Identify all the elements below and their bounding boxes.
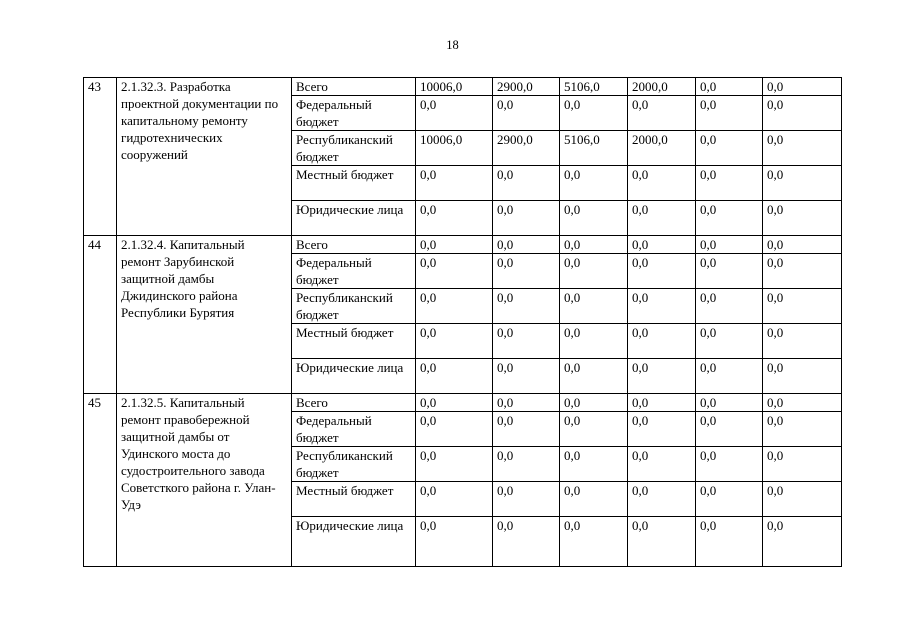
funding-source: Юридические лица: [292, 359, 416, 394]
value-cell: 0,0: [763, 131, 842, 166]
value-cell: 0,0: [493, 412, 560, 447]
value-cell: 0,0: [763, 254, 842, 289]
value-cell: 0,0: [628, 324, 696, 359]
value-cell: 2000,0: [628, 131, 696, 166]
budget-table: [83, 77, 842, 567]
funding-source: Местный бюджет: [292, 166, 416, 201]
table-row: [84, 394, 842, 412]
value-cell: 0,0: [560, 447, 628, 482]
value-cell: 0,0: [493, 166, 560, 201]
value-cell: 0,0: [763, 482, 842, 517]
value-cell: 0,0: [416, 254, 493, 289]
value-cell: 0,0: [493, 482, 560, 517]
value-cell: 0,0: [493, 96, 560, 131]
value-cell: 5106,0: [560, 78, 628, 96]
value-cell: 0,0: [763, 166, 842, 201]
value-cell: 0,0: [696, 201, 763, 236]
value-cell: 0,0: [493, 394, 560, 412]
value-cell: 0,0: [763, 394, 842, 412]
value-cell: 0,0: [416, 96, 493, 131]
value-cell: 0,0: [763, 517, 842, 567]
value-cell: 0,0: [696, 289, 763, 324]
value-cell: 10006,0: [416, 131, 493, 166]
table-row: [84, 236, 842, 254]
funding-source: Республиканский бюджет: [292, 131, 416, 166]
value-cell: 0,0: [763, 289, 842, 324]
value-cell: 0,0: [416, 236, 493, 254]
value-cell: 0,0: [696, 78, 763, 96]
value-cell: 0,0: [493, 324, 560, 359]
value-cell: 0,0: [628, 254, 696, 289]
funding-source: Федеральный бюджет: [292, 254, 416, 289]
value-cell: 0,0: [628, 236, 696, 254]
value-cell: 0,0: [763, 78, 842, 96]
value-cell: 0,0: [560, 517, 628, 567]
value-cell: 0,0: [493, 289, 560, 324]
funding-source: Республиканский бюджет: [292, 447, 416, 482]
value-cell: 0,0: [763, 201, 842, 236]
value-cell: 2900,0: [493, 78, 560, 96]
value-cell: 0,0: [416, 394, 493, 412]
row-number: 45: [84, 394, 117, 567]
value-cell: 0,0: [628, 482, 696, 517]
funding-source: Юридические лица: [292, 517, 416, 567]
page-number: 18: [446, 38, 459, 52]
value-cell: 0,0: [628, 517, 696, 567]
measure-name: 2.1.32.4. Капитальный ремонт Зарубинской защитной дамбы Джидинского района Республики Бурятия: [117, 236, 292, 394]
value-cell: 0,0: [696, 96, 763, 131]
funding-source: Всего: [292, 78, 416, 96]
funding-source: Юридические лица: [292, 201, 416, 236]
value-cell: 0,0: [628, 447, 696, 482]
value-cell: 0,0: [493, 201, 560, 236]
value-cell: 0,0: [560, 394, 628, 412]
value-cell: 0,0: [493, 447, 560, 482]
value-cell: 0,0: [763, 412, 842, 447]
value-cell: 0,0: [416, 482, 493, 517]
value-cell: 0,0: [493, 236, 560, 254]
table-row: [84, 78, 842, 96]
value-cell: 0,0: [696, 254, 763, 289]
value-cell: 0,0: [696, 412, 763, 447]
value-cell: 0,0: [628, 289, 696, 324]
value-cell: 0,0: [628, 412, 696, 447]
value-cell: 0,0: [628, 166, 696, 201]
measure-name: 2.1.32.5. Капитальный ремонт правобережной защитной дамбы от Удинского моста до судостроительного завода Советсткого района г. Улан-Удэ: [117, 394, 292, 567]
funding-source: Республиканский бюджет: [292, 289, 416, 324]
table-body: [84, 78, 842, 567]
value-cell: 0,0: [696, 166, 763, 201]
value-cell: 0,0: [416, 201, 493, 236]
value-cell: 0,0: [416, 324, 493, 359]
value-cell: 2000,0: [628, 78, 696, 96]
value-cell: 0,0: [628, 96, 696, 131]
value-cell: 0,0: [763, 359, 842, 394]
value-cell: 0,0: [416, 517, 493, 567]
value-cell: 0,0: [560, 324, 628, 359]
value-cell: 0,0: [560, 254, 628, 289]
row-number: 43: [84, 78, 117, 236]
value-cell: 0,0: [560, 96, 628, 131]
row-number: 44: [84, 236, 117, 394]
value-cell: 0,0: [416, 359, 493, 394]
value-cell: 0,0: [493, 517, 560, 567]
value-cell: 0,0: [763, 236, 842, 254]
value-cell: 0,0: [560, 482, 628, 517]
funding-source: Всего: [292, 236, 416, 254]
value-cell: 0,0: [628, 201, 696, 236]
value-cell: 0,0: [696, 324, 763, 359]
value-cell: 0,0: [696, 131, 763, 166]
value-cell: 0,0: [696, 447, 763, 482]
value-cell: 0,0: [696, 482, 763, 517]
value-cell: 0,0: [696, 359, 763, 394]
value-cell: 0,0: [628, 359, 696, 394]
value-cell: 0,0: [416, 447, 493, 482]
value-cell: 5106,0: [560, 131, 628, 166]
value-cell: 0,0: [763, 447, 842, 482]
value-cell: 0,0: [628, 394, 696, 412]
funding-source: Всего: [292, 394, 416, 412]
value-cell: 0,0: [493, 359, 560, 394]
value-cell: 0,0: [560, 201, 628, 236]
value-cell: 0,0: [696, 517, 763, 567]
value-cell: 0,0: [560, 412, 628, 447]
value-cell: 2900,0: [493, 131, 560, 166]
value-cell: 0,0: [493, 254, 560, 289]
value-cell: 10006,0: [416, 78, 493, 96]
value-cell: 0,0: [763, 324, 842, 359]
value-cell: 0,0: [416, 412, 493, 447]
funding-source: Местный бюджет: [292, 324, 416, 359]
value-cell: 0,0: [560, 289, 628, 324]
value-cell: 0,0: [416, 166, 493, 201]
value-cell: 0,0: [560, 166, 628, 201]
funding-source: Федеральный бюджет: [292, 96, 416, 131]
value-cell: 0,0: [416, 289, 493, 324]
funding-source: Федеральный бюджет: [292, 412, 416, 447]
value-cell: 0,0: [560, 236, 628, 254]
measure-name: 2.1.32.3. Разработка проектной документации по капитальному ремонту гидротехнических сооружений: [117, 78, 292, 236]
value-cell: 0,0: [763, 96, 842, 131]
funding-source: Местный бюджет: [292, 482, 416, 517]
value-cell: 0,0: [696, 394, 763, 412]
value-cell: 0,0: [696, 236, 763, 254]
value-cell: 0,0: [560, 359, 628, 394]
